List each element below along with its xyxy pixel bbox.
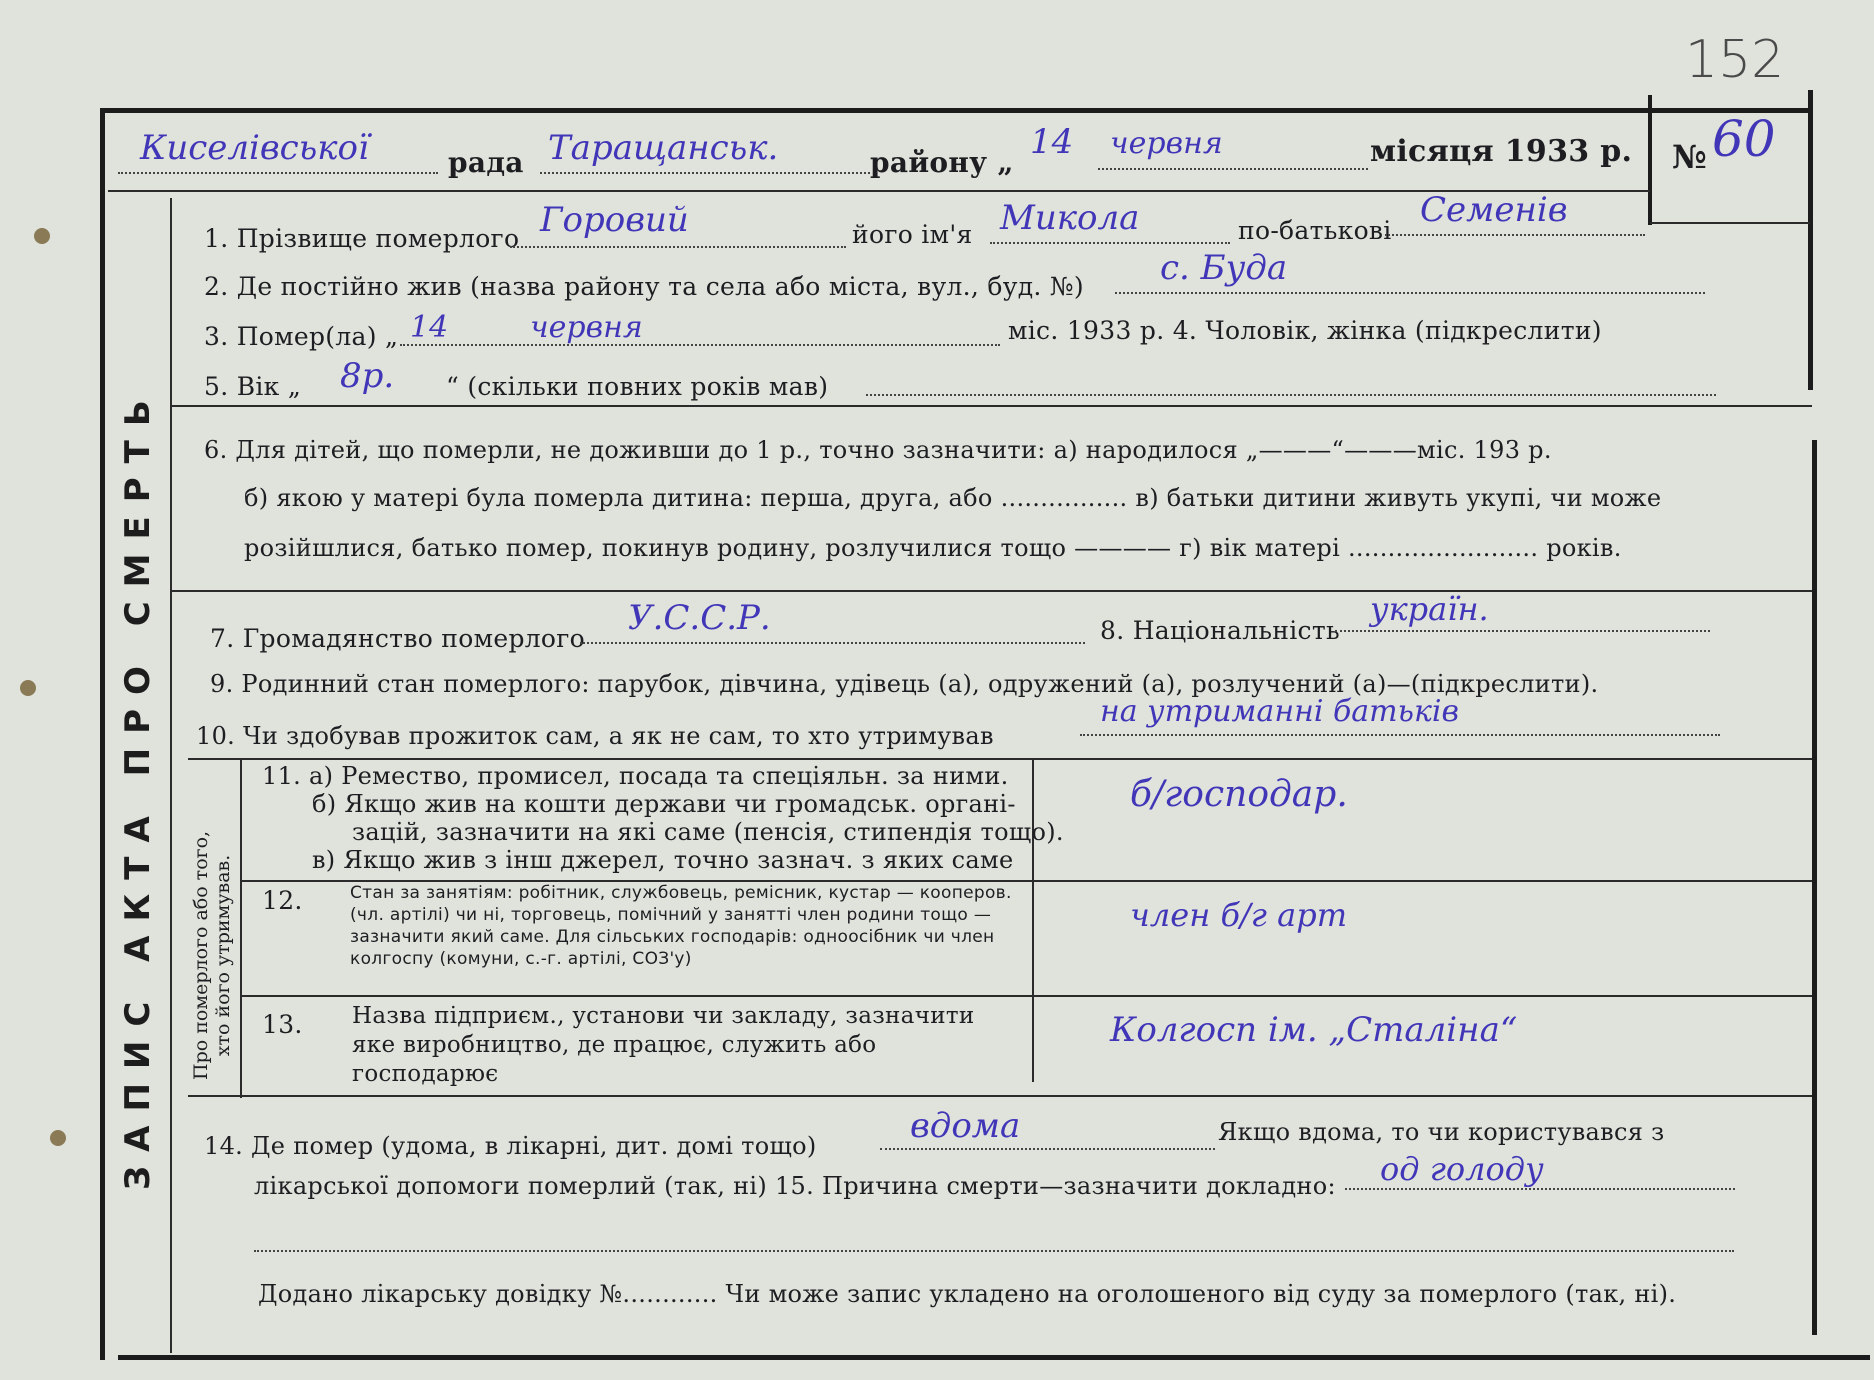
row14-label: 14. Де помер (удома, в лікарні, дит. домі тощо) bbox=[204, 1132, 817, 1160]
name-underline bbox=[990, 242, 1230, 244]
pin-hole bbox=[34, 228, 50, 244]
row11-line1: 11. а) Ремество, промисел, посада та спеціяльн. за ними. bbox=[262, 762, 1009, 790]
residence-underline bbox=[1115, 292, 1705, 294]
month-year-label: місяця 1933 р. bbox=[1370, 134, 1633, 169]
frame-left bbox=[100, 108, 105, 1360]
rule-after-12 bbox=[242, 995, 1812, 997]
pin-hole bbox=[50, 1130, 66, 1146]
row13-text: Назва підприєм., установи чи закладу, зазначити яке виробництво, де працює, служить або господарює bbox=[352, 1003, 975, 1087]
age-field[interactable]: 8р. bbox=[340, 356, 395, 396]
support-underline bbox=[1080, 734, 1720, 736]
side-subtitle-line-2: хто його утримував. bbox=[212, 854, 234, 1057]
support-field[interactable]: на утриманні батьків bbox=[1100, 694, 1459, 729]
rule-header bbox=[108, 190, 1650, 192]
patronymic-underline bbox=[1385, 234, 1645, 236]
nationality-field[interactable]: україн. bbox=[1370, 590, 1489, 628]
rule-after-10 bbox=[188, 758, 1812, 760]
number-box-bottom bbox=[1650, 222, 1810, 224]
row6-line2: б) якою у матері була померла дитина: перша, друга, або ................ в) батьки дитини живуть укупі, чи може bbox=[244, 484, 1662, 512]
row3-label: 3. Помер(ла) „ bbox=[204, 322, 399, 351]
nationality-label: 8. Національність bbox=[1100, 616, 1340, 645]
side-title: ЗАПИС АКТА ПРО СМЕРТЬ bbox=[118, 386, 158, 1190]
cause-continuation-line bbox=[254, 1250, 1734, 1252]
death-month-field[interactable]: червня bbox=[530, 310, 643, 345]
frame-right-lower bbox=[1812, 440, 1817, 1335]
month-underline bbox=[1098, 168, 1368, 170]
row5-label: 5. Вік „ bbox=[204, 372, 302, 401]
rada-label: рада bbox=[448, 146, 524, 179]
age-underline bbox=[866, 394, 1716, 396]
number-field[interactable]: 60 bbox=[1712, 110, 1776, 168]
row12-text: Стан за занятіям: робітник, службовець, ремісник, кустар — кооперов. (чл. артілі) чи ні, торговець, помічний у занятті член родини тощо — зазначити який саме. Для сільських господарів: одноосібник чи член колгоспу (комуни, с.-г. артілі, СОЗ'у) bbox=[350, 883, 1012, 969]
number-label: № bbox=[1672, 138, 1708, 176]
frame-right-upper bbox=[1808, 90, 1813, 390]
name-field[interactable]: Микола bbox=[1000, 198, 1140, 238]
rule-after-6 bbox=[172, 590, 1812, 592]
row10-label: 10. Чи здобував прожиток сам, а як не сам, то хто утримував bbox=[196, 722, 994, 750]
side-subtitle bbox=[190, 831, 234, 1080]
row13-num: 13. bbox=[262, 1010, 303, 1039]
row5-tail: “ (скільки повних років мав) bbox=[446, 372, 829, 401]
death-date-underline bbox=[400, 344, 1000, 346]
frame-top bbox=[100, 108, 1812, 113]
day-field[interactable]: 14 bbox=[1030, 122, 1074, 162]
surname-field[interactable]: Горовий bbox=[540, 200, 689, 240]
death-day-field[interactable]: 14 bbox=[410, 310, 449, 345]
district-underline bbox=[540, 172, 870, 174]
row1-label: 1. Прізвище померлого bbox=[204, 224, 520, 253]
footer-text: Додано лікарську довідку №............ Чи може запис укладено на оголошеного від суду за померлого (так, ні). bbox=[258, 1280, 1677, 1308]
row11-line3: зацій, зазначити на які саме (пенсія, стипендія тощо). bbox=[352, 818, 1064, 846]
answer-column-divider bbox=[1032, 760, 1034, 1082]
row11-line2: б) Якщо жив на кошти держави чи громадськ. органі- bbox=[312, 790, 1016, 818]
pin-hole bbox=[20, 680, 36, 696]
village-field[interactable]: Киселівської bbox=[140, 128, 369, 168]
nationality-underline bbox=[1335, 630, 1710, 632]
citizenship-underline bbox=[580, 642, 1085, 644]
number-box-left bbox=[1648, 95, 1652, 225]
frame-bottom bbox=[118, 1355, 1870, 1360]
surname-underline bbox=[510, 246, 846, 248]
side-column-divider bbox=[170, 198, 172, 1353]
death-place-underline bbox=[880, 1148, 1215, 1150]
month-field[interactable]: червня bbox=[1110, 126, 1223, 161]
rule-after-5 bbox=[172, 405, 1812, 407]
district-label: району „ bbox=[870, 146, 1014, 179]
row2-label: 2. Де постійно жив (назва району та села або міста, вул., буд. №) bbox=[204, 272, 1084, 301]
row6-line1: 6. Для дітей, що померли, не доживши до 1 р., точно зазначити: а) народилося „———“———міс. 193 р. bbox=[204, 436, 1552, 464]
row14-line2: лікарської допомоги померлий (так, ні) 15. Причина смерти—зазначити докладно: bbox=[254, 1172, 1336, 1200]
employment-status-field[interactable]: член б/г арт bbox=[1130, 896, 1348, 934]
row6-line3: розійшлися, батько помер, покинув родину, розлучилися тощо ———— г) вік матері ........................ років. bbox=[244, 534, 1622, 562]
citizenship-field[interactable]: У.С.С.Р. bbox=[628, 598, 771, 638]
patronymic-label: по-батькові bbox=[1238, 216, 1392, 245]
name-label: його ім'я bbox=[852, 220, 973, 249]
occupation-field[interactable]: б/господар. bbox=[1130, 774, 1348, 815]
row9-label: 9. Родинний стан померлого: парубок, дівчина, удівець (а), одружений (а), розлучений (а)—(підкреслити). bbox=[210, 670, 1599, 698]
district-field[interactable]: Таращанськ. bbox=[548, 128, 779, 168]
cause-of-death-field[interactable]: од голоду bbox=[1380, 1150, 1544, 1188]
village-underline bbox=[118, 172, 438, 174]
rule-after-13 bbox=[188, 1095, 1812, 1097]
row14-tail: Якщо вдома, то чи користувався з bbox=[1218, 1118, 1665, 1146]
workplace-field[interactable]: Колгосп ім. „Сталіна“ bbox=[1110, 1010, 1518, 1050]
patronymic-field[interactable]: Семенів bbox=[1420, 190, 1568, 230]
residence-field[interactable]: с. Буда bbox=[1160, 248, 1288, 288]
group-column-divider bbox=[240, 760, 242, 1098]
row11-line4: в) Якщо жив з інш джерел, точно зазнач. з яких саме bbox=[312, 846, 1014, 874]
row3-tail: міс. 1933 р. 4. Чоловік, жінка (підкреслити) bbox=[1008, 316, 1602, 345]
row12-num: 12. bbox=[262, 886, 303, 915]
side-subtitle-line-1: Про померлого або того, bbox=[190, 830, 212, 1080]
death-place-field[interactable]: вдома bbox=[910, 1106, 1021, 1146]
cause-underline bbox=[1345, 1188, 1735, 1190]
archive-number: 152 bbox=[1685, 30, 1785, 90]
row7-label: 7. Громадянство померлого bbox=[210, 624, 586, 653]
